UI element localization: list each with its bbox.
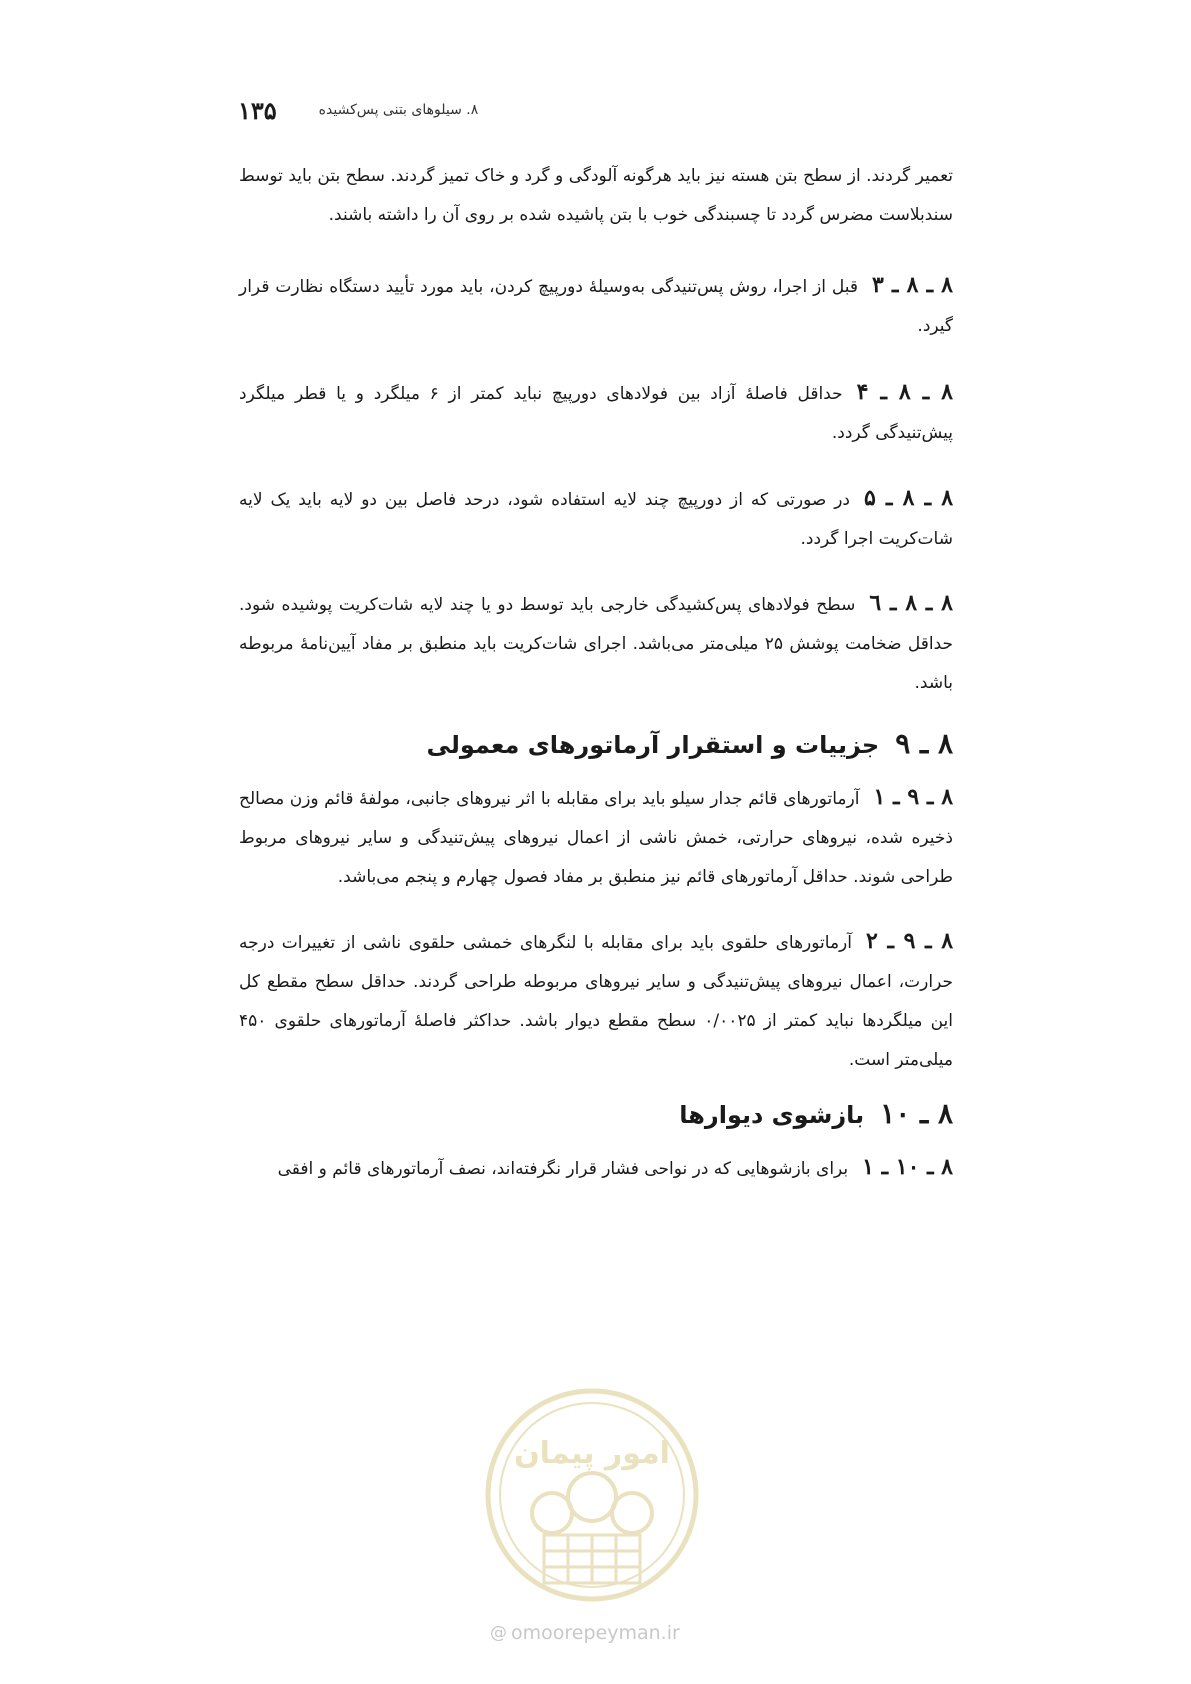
paragraph-number: ۸ ـ ۸ ـ ۴ bbox=[856, 379, 953, 405]
paragraph-8-9-1 bbox=[239, 778, 953, 897]
watermark-site bbox=[490, 1622, 730, 1644]
seal-gear-icon bbox=[532, 1473, 652, 1533]
paragraph-8-8-3 bbox=[239, 266, 953, 346]
paragraph-number: ۸ ـ ۹ ـ ۲ bbox=[866, 928, 954, 954]
paragraph-number: ۸ ـ ۸ ـ ۳ bbox=[872, 272, 953, 298]
site-text: omoorepeyman.ir bbox=[511, 1622, 680, 1644]
paragraph-text: سطح فولادهای پس‌کشیدگی خارجی باید توسط دو یا چند لایه شات‌کریت پوشیده شود. حداقل ضخامت پوشش ۲۵ میلی‌متر می‌باشد. اجرای شات‌کریت باید منطبق بر مفاد آیین‌نامهٔ مربوطه باشد. bbox=[239, 595, 954, 693]
section-number: ۸ ـ ۱۰ bbox=[880, 1097, 953, 1130]
paragraph-text: آرماتورهای قائم جدار سیلو باید برای مقابله با اثر نیروهای جانبی، مولفهٔ قائم وزن مصالح ذخیره شده، نیروهای حرارتی، خمش ناشی از اعمال نیروهای پیش‌تنیدگی و سایر نیروهای مربوط طراحی شوند. حداقل آرماتورهای قائم نیز منطبق بر مفاد فصول چهارم و پنجم می‌باشد. bbox=[239, 789, 953, 887]
paragraph-8-8-5 bbox=[239, 479, 953, 559]
paragraph-number: ۸ ـ ۱۰ ـ ۱ bbox=[862, 1154, 953, 1180]
at-sign-icon: @ bbox=[490, 1623, 507, 1643]
paragraph-text: قبل از اجرا، روش پس‌تنیدگی به‌وسیلهٔ دورپیچ کردن، باید مورد تأیید دستگاه نظارت قرار گیرد. bbox=[239, 277, 953, 336]
paragraph-number: ۸ ـ ۸ ـ ۵ bbox=[864, 485, 954, 511]
section-heading-8-10 bbox=[239, 1097, 953, 1130]
seal-grid-icon bbox=[544, 1535, 640, 1583]
paragraph-text: آرماتورهای حلقوی باید برای مقابله با لنگرهای خمشی حلقوی ناشی از تغییرات درجه حرارت، اعمال نیروهای پیش‌تنیدگی و سایر نیروهای مربوطه طراحی گردند. حداقل سطح مقطع کل این میلگردها نباید کمتر از ۰/۰۰۲۵ سطح مقطع دیوار باشد. حداکثر فاصلهٔ آرماتورهای حلقوی ۴۵۰ میلی‌متر است. bbox=[239, 933, 953, 1070]
section-number: ۸ ـ ۹ bbox=[895, 727, 953, 760]
running-header bbox=[238, 90, 498, 130]
paragraph-intro bbox=[239, 157, 953, 235]
paragraph-text: تعمیر گردند. از سطح بتن هسته نیز باید هرگونه آلودگی و گرد و خاک تمیز گردند. سطح بتن باید توسط سندبلاست مضرس گردد تا چسبندگی خوب با بتن پاشیده شده بر روی آن را داشته باشند. bbox=[239, 166, 953, 225]
paragraph-number: ۸ ـ ۸ ـ ٦ bbox=[869, 590, 953, 616]
paragraph-8-8-4 bbox=[239, 373, 953, 453]
section-title: بازشوی دیوارها bbox=[679, 1101, 865, 1129]
paragraph-text: در صورتی که از دورپیچ چند لایه استفاده شود، درحد فاصل بین دو لایه باید یک لایه شات‌کریت اجرا گردد. bbox=[239, 490, 953, 549]
page-number: ۱۳۵ bbox=[238, 95, 277, 125]
section-heading-8-9 bbox=[239, 727, 953, 760]
paragraph-8-10-1 bbox=[239, 1148, 953, 1189]
paragraph-text: حداقل فاصلهٔ آزاد بین فولادهای دورپیچ نباید کمتر از ۶ میلگرد و یا قطر میلگرد پیش‌تنیدگی گردد. bbox=[239, 384, 953, 443]
paragraph-text: برای بازشوهایی که در نواحی فشار قرار نگرفته‌اند، نصف آرماتورهای قائم و افقی bbox=[277, 1159, 849, 1179]
section-title: جزییات و استقرار آرماتورهای معمولی bbox=[426, 731, 880, 759]
paragraph-number: ۸ ـ ۹ ـ ۱ bbox=[873, 784, 954, 810]
chapter-title: ۸. سیلوهای بتنی پس‌کشیده bbox=[318, 102, 479, 118]
paragraph-8-9-2 bbox=[239, 922, 953, 1080]
paragraph-8-8-6 bbox=[239, 584, 953, 703]
watermark-seal bbox=[482, 1385, 702, 1605]
seal-lettering: امور پیمان bbox=[514, 1436, 670, 1471]
